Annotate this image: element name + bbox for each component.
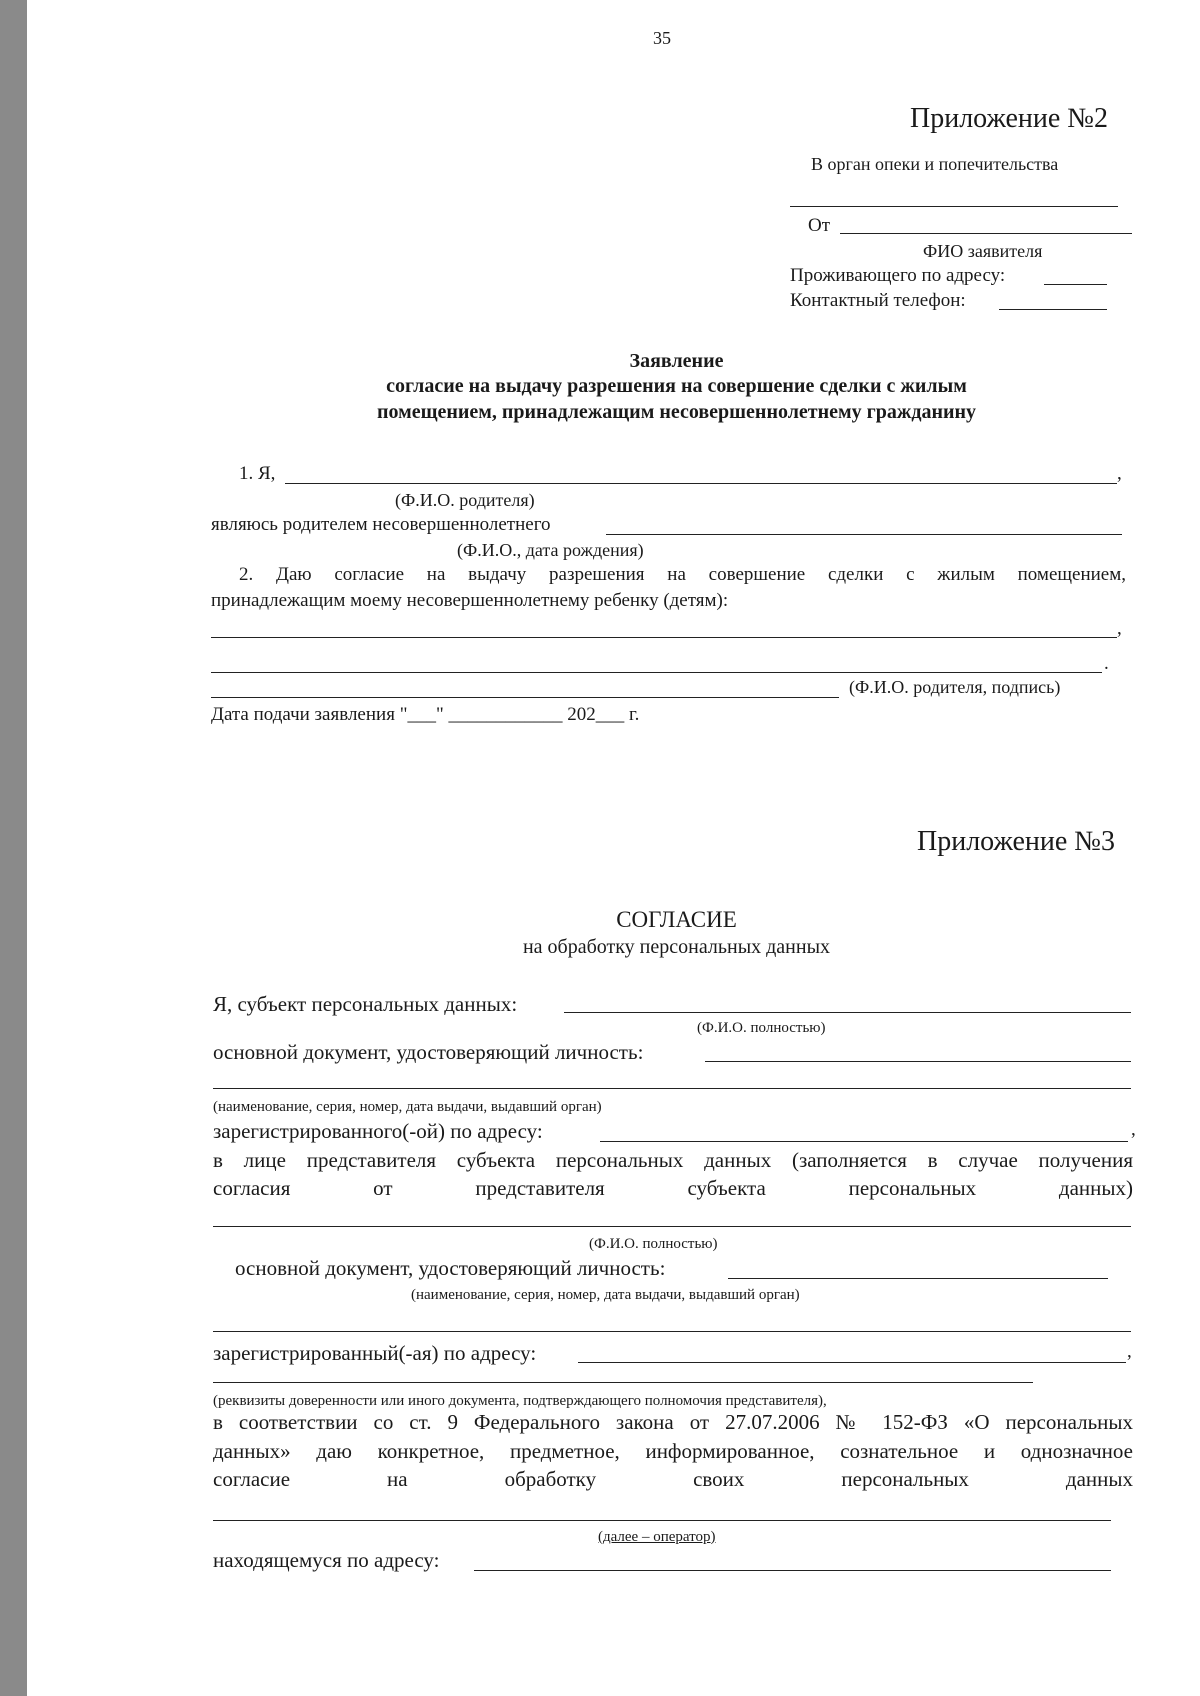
item1-prefix: 1. Я,: [239, 463, 276, 484]
representative-fio-caption: (Ф.И.О. полностью): [589, 1236, 718, 1252]
rep-id-doc-label: основной документ, удостоверяющий личность:: [235, 1256, 666, 1280]
submission-date: Дата подачи заявления "___" ____________ 202___ г.: [211, 704, 640, 725]
item2-line-2: принадлежащим моему несовершеннолетнему ребенку (детям):: [211, 590, 729, 611]
representative-fio-line: [213, 1226, 1131, 1227]
subject-fio-line: [564, 1012, 1131, 1013]
id-doc-label: основной документ, удостоверяющий личность:: [213, 1040, 644, 1064]
law-line-2: данных» даю конкретное, предметное, информированное, сознательное и однозначное: [213, 1439, 1133, 1463]
registered-comma: ,: [1131, 1119, 1136, 1140]
minor-fio-line: [606, 534, 1122, 535]
subject-label: Я, субъект персональных данных:: [213, 992, 518, 1016]
consent-subtitle: на обработку персональных данных: [522, 936, 831, 958]
children-line-2-period: .: [1104, 653, 1109, 674]
application-title: Заявление: [629, 350, 724, 372]
id-doc-line-1: [705, 1061, 1131, 1062]
rep-id-doc-caption: (наименование, серия, номер, дата выдачи, выдавший орган): [411, 1287, 800, 1303]
children-line-2: [211, 672, 1102, 673]
registered-line: [600, 1141, 1128, 1142]
from-label: От: [808, 215, 831, 236]
operator-line: [213, 1520, 1111, 1521]
representative-line-1: в лице представителя субъекта персональных данных (заполняется в случае получения: [213, 1148, 1133, 1172]
rep-registered-comma: ,: [1127, 1341, 1132, 1362]
document-page: [27, 0, 1200, 1696]
children-line-1-comma: ,: [1117, 618, 1122, 639]
parent-of-minor: являюсь родителем несовершеннолетнего: [211, 514, 551, 535]
rep-registered-label: зарегистрированный(-ая) по адресу:: [213, 1341, 537, 1365]
representative-line-2: согласия от представителя субъекта персональных данных): [213, 1176, 1133, 1200]
id-doc-line-2: [213, 1088, 1131, 1089]
signature-line: [211, 697, 839, 698]
subject-fio-caption: (Ф.И.О. полностью): [697, 1020, 826, 1036]
law-line-1: в соответствии со ст. 9 Федерального закона от 27.07.2006 № 152-ФЗ «О персональных: [213, 1410, 1133, 1434]
located-line: [474, 1570, 1111, 1571]
children-line-1: [211, 637, 1117, 638]
residing-line: [1044, 284, 1107, 285]
appendix-3-heading: Приложение №3: [917, 826, 1115, 857]
located-label: находящемуся по адресу:: [213, 1548, 440, 1572]
signature-caption: (Ф.И.О. родителя, подпись): [849, 677, 1061, 697]
operator-caption: (далее – оператор): [598, 1529, 716, 1545]
rep-id-doc-line-1: [728, 1278, 1108, 1279]
applicant-fio-line: [840, 233, 1132, 234]
residing-label: Проживающего по адресу:: [790, 265, 1006, 286]
appendix-2-heading: Приложение №2: [910, 103, 1108, 134]
id-doc-caption: (наименование, серия, номер, дата выдачи, выдавший орган): [213, 1099, 602, 1115]
phone-line: [999, 309, 1107, 310]
consent-title: СОГЛАСИЕ: [616, 907, 737, 932]
rep-registered-line: [578, 1362, 1126, 1363]
application-subtitle-1: согласие на выдачу разрешения на совершение сделки с жилым: [386, 375, 967, 397]
registered-label: зарегистрированного(-ой) по адресу:: [213, 1119, 543, 1143]
rep-id-doc-line-2: [213, 1331, 1131, 1332]
phone-label: Контактный телефон:: [790, 290, 966, 311]
applicant-fio-caption: ФИО заявителя: [923, 241, 1043, 261]
law-line-3: согласие на обработку своих персональных данных: [213, 1467, 1133, 1491]
minor-caption: (Ф.И.О., дата рождения): [457, 540, 644, 560]
item2-line-1: 2. Даю согласие на выдачу разрешения на совершение сделки с жилым помещением,: [239, 564, 1126, 585]
parent-caption: (Ф.И.О. родителя): [395, 490, 535, 510]
poa-line: [213, 1382, 1033, 1383]
parent-fio-line: [285, 483, 1117, 484]
page-number: 35: [653, 28, 671, 48]
item1-comma: ,: [1117, 463, 1122, 484]
poa-caption: (реквизиты доверенности или иного документа, подтверждающего полномочия представителя),: [213, 1393, 827, 1409]
scan-edge: [0, 0, 27, 1696]
authority-line: [790, 206, 1118, 207]
to-authority: В орган опеки и попечительства: [811, 154, 1059, 174]
application-subtitle-2: помещением, принадлежащим несовершеннолетнему гражданину: [376, 401, 977, 423]
